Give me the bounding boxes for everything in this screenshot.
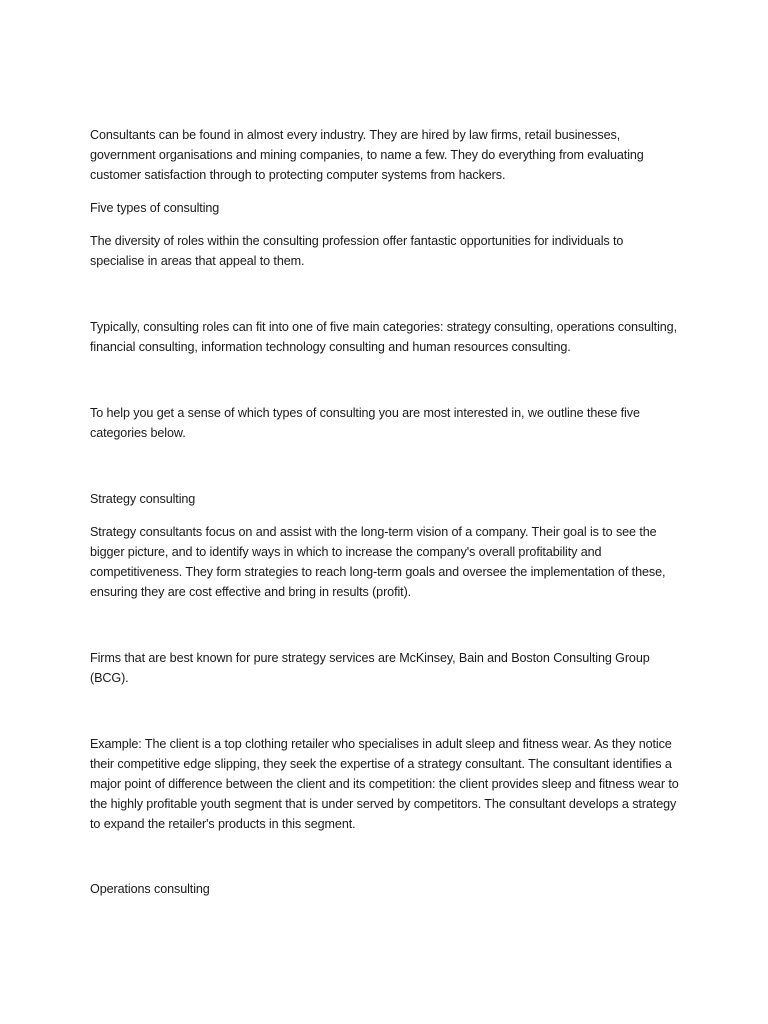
heading-operations-consulting: Operations consulting [90,882,210,896]
strategy-paragraph: Strategy consultants focus on and assist with the long-term vision of a company. Their goal is to see the bigger picture, and to identify ways in which to increase the company's overall profitability and competitiveness. They form strategies to reach long-term goals and oversee the implementation of these, ensuring they are cost effective and bring in results (profit). [90,525,666,599]
categories-paragraph: Typically, consulting roles can fit into one of five main categories: strategy consulting, operations consulting, financial consulting, information technology consulting and human resources consulting. [90,320,677,354]
intro-paragraph: Consultants can be found in almost every industry. They are hired by law firms, retail businesses, government organisations and mining companies, to name a few. They do everything from evaluating customer satisfaction through to protecting computer systems from hackers. [90,128,644,182]
example-paragraph: Example: The client is a top clothing retailer who specialises in adult sleep and fitness wear. As they notice their competitive edge slipping, they seek the expertise of a strategy consultant. The consultant identifies a major point of difference between the client and its competition: the client provides sleep and fitness wear to the highly profitable youth segment that is under served by competitors. The consultant develops a strategy to expand the retailer's products in this segment. [90,737,679,831]
diversity-paragraph: The diversity of roles within the consulting profession offer fantastic opportunities for individuals to specialise in areas that appeal to them. [90,234,624,268]
heading-strategy-consulting: Strategy consulting [90,492,196,506]
firms-paragraph: Firms that are best known for pure strategy services are McKinsey, Bain and Boston Consulting Group (BCG). [90,651,650,685]
heading-five-types: Five types of consulting [90,201,220,215]
outline-paragraph: To help you get a sense of which types of consulting you are most interested in, we outline these five categories below. [90,406,640,440]
